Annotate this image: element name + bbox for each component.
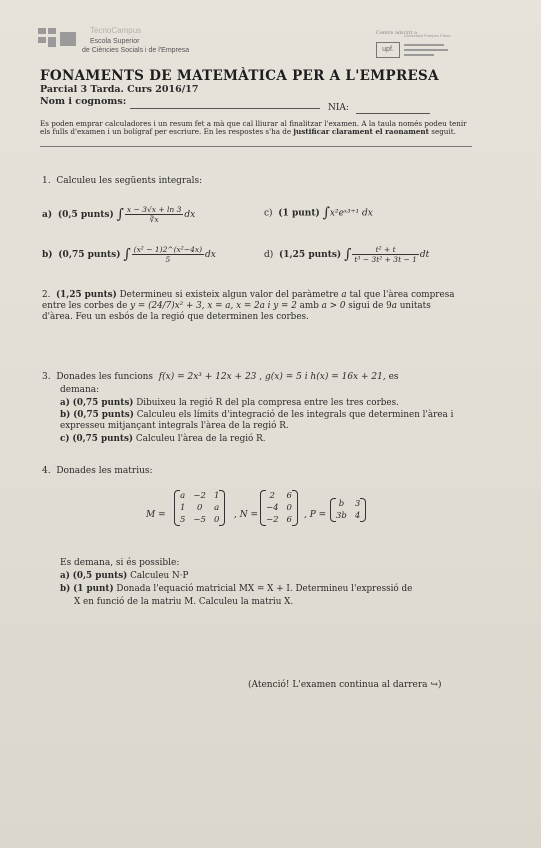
- matrix-p-cell: 4: [354, 511, 361, 521]
- upf-logo-caption: Centre adscrit a: [376, 30, 418, 36]
- matrix-m-row: [176, 490, 223, 502]
- upf-logo: [376, 30, 466, 60]
- matrix-n-cell: 6: [286, 491, 292, 501]
- matrix-m-cell: a: [180, 491, 186, 501]
- exam-instructions: Es poden emprar calculadores i un resum fet a mà que cal lliurar al finalitzar l'examen. A la taula només podeu tenir els fulls d'examen i un bolígraf per escriure. En les respostes s'ha de justificar clarament el raonament seguit.: [40, 119, 467, 136]
- nia-field-line[interactable]: [356, 113, 430, 114]
- question-4b: b) (1 punt) Donada l'equació matricial MX = X + I. Determineu l'expressió de: [60, 584, 413, 594]
- school-name-line2: de Ciències Socials i de l'Empresa: [82, 47, 190, 54]
- matrix-m-cell: 5: [180, 515, 186, 525]
- exam-session: Parcial 3 Tarda. Curs 2016/17: [40, 84, 199, 95]
- question-1c: c) (1 punt) ∫x²eˣ³⁺¹ dx: [264, 205, 373, 221]
- name-field-line[interactable]: [130, 108, 320, 109]
- matrix-m-label: M =: [146, 510, 166, 520]
- question-4-demana: Es demana, si és possible:: [60, 558, 180, 568]
- matrix-n-label: , N =: [234, 510, 258, 520]
- matrix-p: [332, 498, 364, 522]
- divider: [40, 146, 472, 147]
- question-3c: c) (0,75 punts) Calculeu l'àrea de la regió R.: [60, 434, 266, 444]
- question-4a: a) (0,5 punts) Calculeu N·P: [60, 571, 189, 581]
- matrix-m-row: [176, 502, 223, 514]
- question-3a: a) (0,75 punts) Dibuixeu la regió R del pla compresa entre les tres corbes.: [60, 398, 399, 408]
- matrix-p-cell: 3b: [336, 511, 347, 521]
- question-1-heading: 1. Calculeu les següents integrals:: [42, 176, 203, 186]
- matrix-n-cell: 2: [269, 491, 275, 501]
- matrix-n-row: [262, 502, 296, 514]
- matrix-m-cell: 1: [180, 503, 186, 513]
- nia-label: NIA:: [328, 103, 349, 113]
- tecnocampus-logo-icon: [38, 24, 82, 60]
- name-label: Nom i cognoms:: [40, 96, 127, 107]
- question-1d: d) (1,25 punts) ∫ $\frac{\text{t² + t}}{\text{t³ − 3t² + 3t − 1}}$ dt: [264, 245, 430, 264]
- matrix-n-row: [262, 514, 296, 526]
- question-1b: b) (0,75 punts) ∫ $\frac{\text{(x² − 1)2\textasciicircum{}(x²−4x)}}{5}$ dx: [42, 245, 216, 264]
- matrix-m-cell: 1: [213, 491, 220, 501]
- matrix-p-cell: b: [338, 499, 345, 509]
- question-3-demana: demana:: [60, 385, 100, 395]
- matrix-m-cell: −5: [193, 515, 206, 525]
- matrix-n-cell: −4: [266, 503, 279, 513]
- question-2: 2. (1,25 punts) Determineu si existeix algun valor del paràmetre a tal que l'àrea compresa entre les corbes de y = (24/7)x² + 3, x = a, x = 2a i y = 2 amb a > 0 sigui de 9a unitats d'àrea. Feu un esbós de la regió que determinen les corbes.: [42, 290, 455, 322]
- matrix-m: [176, 490, 223, 526]
- matrix-n-cell: −2: [266, 515, 279, 525]
- matrix-m-cell: −2: [193, 491, 206, 501]
- matrix-m-row: [176, 514, 223, 526]
- school-name-line1: Escola Superior: [90, 38, 140, 45]
- matrix-p-cell: 3: [354, 499, 361, 509]
- logo-title: TecnoCampus: [90, 26, 142, 35]
- upf-logo-box: upf.: [376, 42, 400, 58]
- upf-logo-text: Universitat Pompeu Fabra: [404, 33, 451, 38]
- question-3b: b) (0,75 punts) Calculeu els límits d'integració de les integrals que determinen l'àrea i expresseu mitjançant integrals l'àrea de la regió R.: [60, 410, 454, 431]
- matrix-m-cell: 0: [213, 515, 220, 525]
- question-1a: a) (0,5 punts) ∫ $\frac{x - 3√x + \ln 3}{∛x}$ dx: [42, 205, 196, 224]
- matrix-m-cell: a: [214, 503, 220, 513]
- course-title: FONAMENTS DE MATEMÀTICA PER A L'EMPRESA: [40, 68, 439, 84]
- question-4b-cont: X en funció de la matriu M. Calculeu la matriu X.: [74, 597, 294, 607]
- continue-note: (Atenció! L'examen continua al darrera ↪): [248, 680, 442, 690]
- matrix-n-row: [262, 490, 296, 502]
- question-4-heading: 4. Donades les matrius:: [42, 466, 153, 476]
- question-3-heading: 3. Donades les funcions f(x) = 2x³ + 12x + 23 , g(x) = 5 i h(x) = 16x + 21, es: [42, 372, 399, 382]
- matrix-p-label: , P =: [304, 510, 327, 520]
- matrix-n: [262, 490, 296, 526]
- matrix-m-cell: 0: [196, 503, 203, 513]
- matrix-n-cell: 0: [286, 503, 292, 513]
- matrix-n-cell: 6: [286, 515, 292, 525]
- school-logo: [38, 24, 188, 60]
